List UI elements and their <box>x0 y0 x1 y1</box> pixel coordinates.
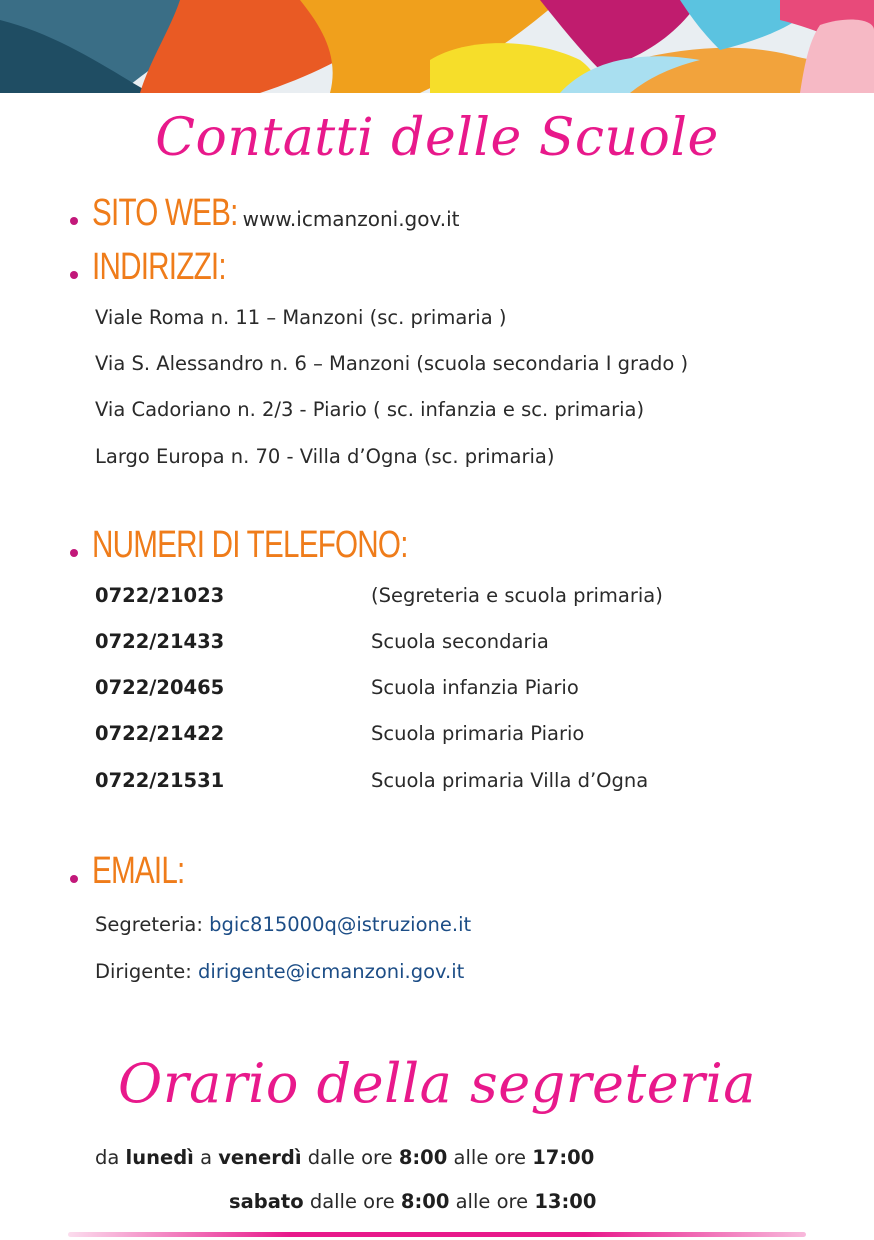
hours-text: da <box>95 1146 120 1169</box>
phones-section <box>70 524 497 567</box>
phones-label: NUMERI DI TELEFONO: <box>92 524 408 566</box>
address-item: Via S. Alessandro n. 6 – Manzoni (scuola secondaria I grado ) <box>95 352 689 375</box>
open-time: 8:00 <box>398 1146 448 1169</box>
website-section <box>70 192 460 235</box>
saturday-day: sabato <box>229 1190 304 1213</box>
header-banner <box>0 0 874 93</box>
day-from: lunedì <box>125 1146 194 1169</box>
phone-number[interactable]: 0722/20465 <box>95 676 225 699</box>
address-item: Via Cadoriano n. 2/3 - Piario ( sc. infanzia e sc. primaria) <box>95 398 645 421</box>
bottom-divider <box>68 1232 806 1237</box>
contacts-title: Contatti delle Scuole <box>155 108 719 168</box>
website-link[interactable]: www.icmanzoni.gov.it <box>242 206 460 231</box>
website-label: SITO WEB: <box>92 192 238 234</box>
addresses-section <box>70 246 264 289</box>
phone-description: Scuola secondaria <box>371 630 549 653</box>
address-item: Largo Europa n. 70 - Villa d’Ogna (sc. primaria) <box>95 445 555 468</box>
close-time: 13:00 <box>534 1190 597 1213</box>
hours-text: a <box>200 1146 213 1169</box>
email-section <box>70 850 211 893</box>
addresses-label: INDIRIZZI: <box>92 246 226 288</box>
segreteria-email-link[interactable]: bgic815000q@istruzione.it <box>209 913 472 936</box>
bullet-icon <box>70 875 78 883</box>
saturday-hours <box>229 1190 596 1213</box>
phone-description: Scuola primaria Piario <box>371 722 585 745</box>
hours-text: dalle ore <box>309 1190 395 1213</box>
phone-description: Scuola primaria Villa d’Ogna <box>371 769 649 792</box>
phone-number[interactable]: 0722/21531 <box>95 769 225 792</box>
day-to: venerdì <box>218 1146 302 1169</box>
close-time: 17:00 <box>532 1146 595 1169</box>
phone-description: Scuola infanzia Piario <box>371 676 579 699</box>
email-dirigente-row <box>95 960 464 983</box>
bullet-icon <box>70 549 78 557</box>
dirigente-email-link[interactable]: dirigente@icmanzoni.gov.it <box>198 960 465 983</box>
address-item: Viale Roma n. 11 – Manzoni (sc. primaria ) <box>95 306 507 329</box>
bullet-icon <box>70 271 78 279</box>
office-hours-title: Orario della segreteria <box>118 1052 756 1115</box>
hours-text: dalle ore <box>307 1146 393 1169</box>
bullet-icon <box>70 217 78 225</box>
weekday-hours <box>95 1146 594 1169</box>
dirigente-label: Dirigente: <box>95 960 192 983</box>
open-time: 8:00 <box>400 1190 450 1213</box>
email-label: EMAIL: <box>92 850 185 892</box>
phone-number[interactable]: 0722/21422 <box>95 722 225 745</box>
hours-text: alle ore <box>453 1146 527 1169</box>
phone-number[interactable]: 0722/21433 <box>95 630 225 653</box>
hours-text: alle ore <box>455 1190 529 1213</box>
phone-description: (Segreteria e scuola primaria) <box>371 584 663 607</box>
phone-number[interactable]: 0722/21023 <box>95 584 225 607</box>
email-segreteria-row <box>95 913 471 936</box>
segreteria-label: Segreteria: <box>95 913 203 936</box>
